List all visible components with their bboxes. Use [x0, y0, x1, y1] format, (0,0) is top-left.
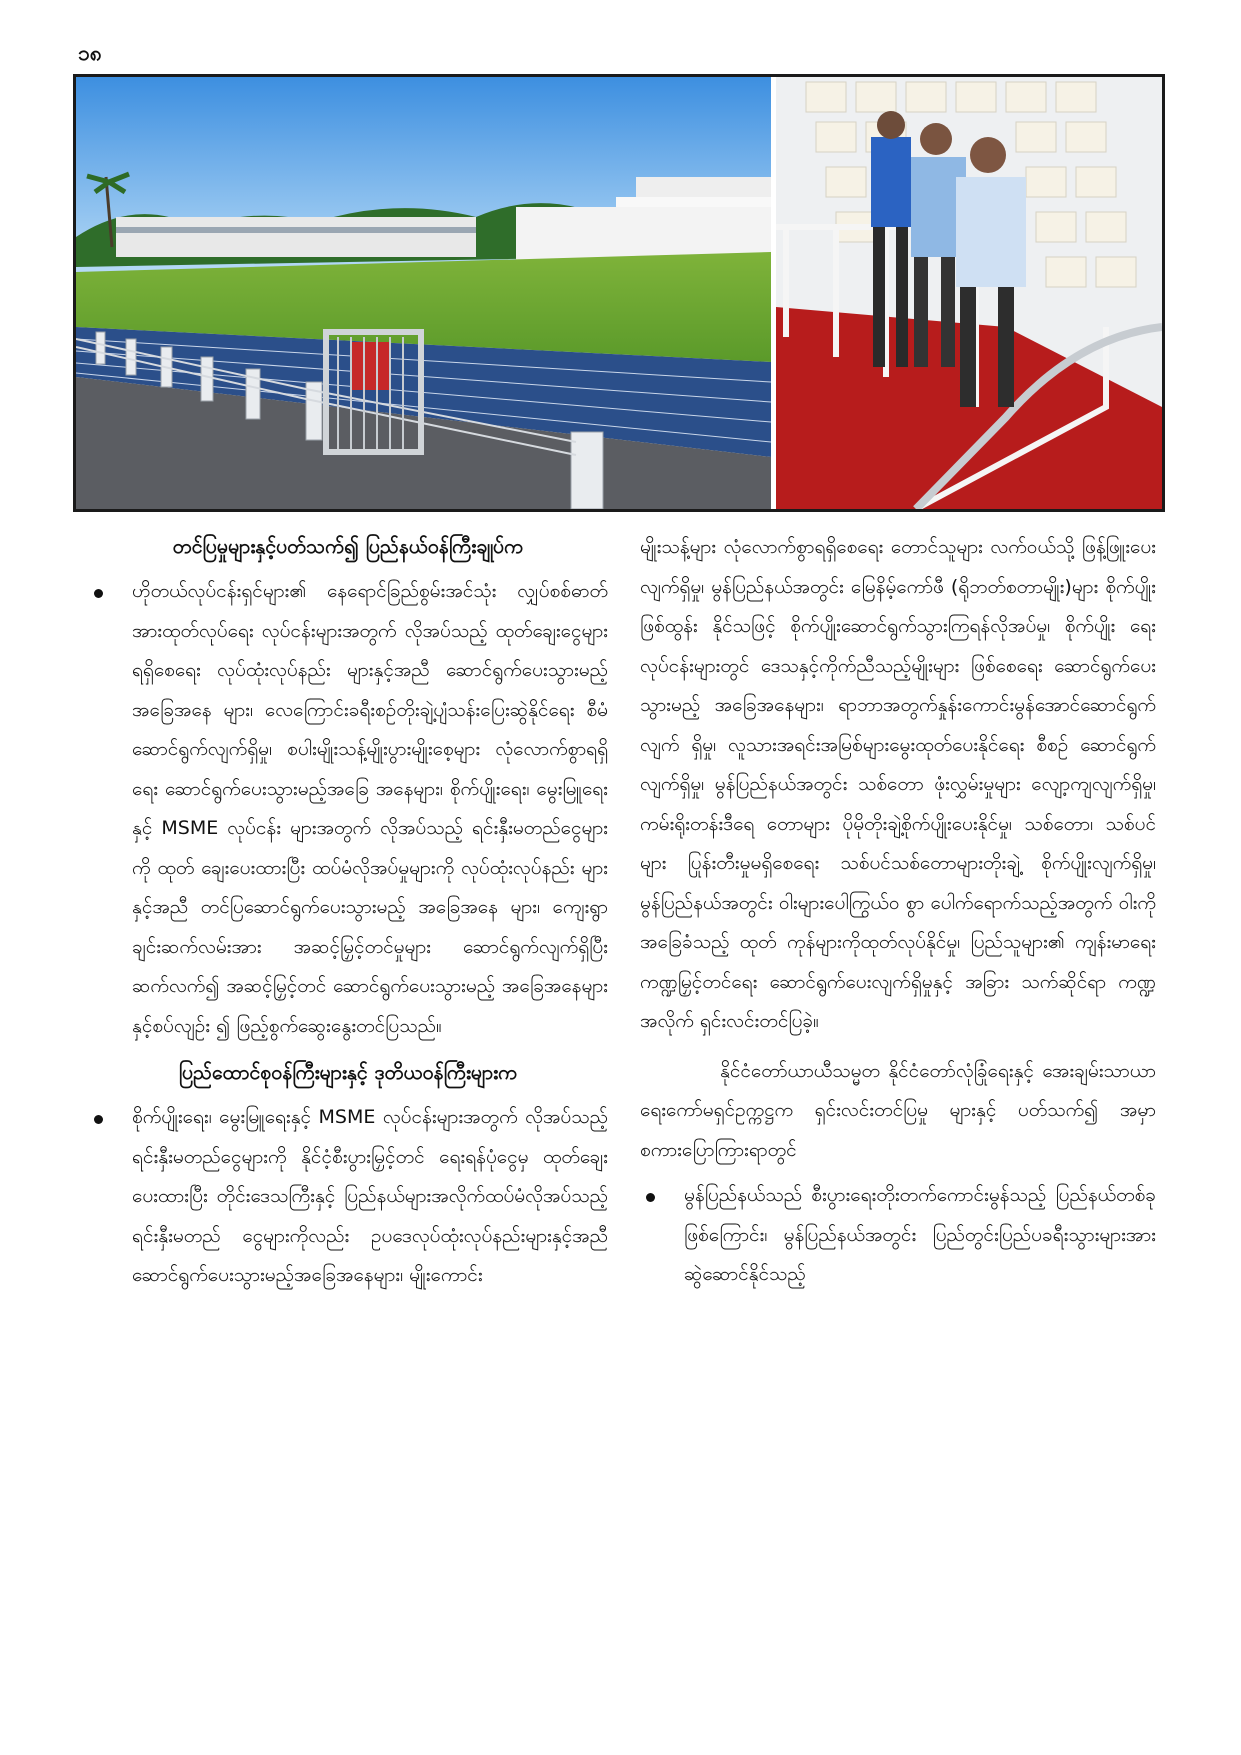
officials-inspecting-stands-photo: [776, 77, 1162, 509]
section-heading-chief-minister: တင်ပြမှုများနှင့်ပတ်သက်၍ ပြည်နယ်ဝန်ကြီးချုပ်က: [172, 535, 524, 558]
stadium-track-photo: [76, 77, 771, 509]
section-heading-union-ministers: ပြည်ထောင်စုဝန်ကြီးများနှင့် ဒုတိယဝန်ကြီးများက: [178, 1061, 518, 1084]
bullet-item: [640, 1176, 1156, 1295]
bullet-text: စိုက်ပျိုးရေး၊ မွေးမြူရေးနှင့် MSME လုပ်ငန်းများအတွက် လိုအပ်သည့် ရင်းနှီးမတည်ငွေများကို နိုင်ငံ့စီးပွားမြှင့်တင် ရေးရန်ပုံငွေမှ ထုတ်ချေးပေးထားပြီး တိုင်းဒေသကြီးနှင့် ပြည်နယ်များအလိုက်ထပ်မံလိုအပ်သည့် ရင်းနှီးမတည် ငွေများကိုလည်း ဥပဒေလုပ်ထုံးလုပ်နည်းများနှင့်အညီ ဆောင်ရွက်ပေးသွားမည့်အခြေအနေများ၊ မျိုးကောင်း: [132, 1106, 608, 1286]
body-paragraph: နိုင်ငံတော်ယာယီသမ္မတ နိုင်ငံတော်လုံခြုံရေးနှင့် အေးချမ်းသာယာရေးကော်မရှင်ဥက္ကဋ္ဌက ရှင်းလင်းတင်ပြမှု များနှင့် ပတ်သက်၍ အမှာစကားပြောကြားရာတွင်: [640, 1059, 1156, 1161]
bullet-item: [88, 572, 608, 1046]
bullet-item: [88, 1098, 608, 1296]
continued-paragraph: မျိုးသန့်များ လုံလောက်စွာရရှိစေရေး တောင်သူများ လက်ဝယ်သို့ ဖြန့်ဖြူးပေးလျက်ရှိမှု၊ မွန်ပြည်နယ်အတွင်း မြေနိမ့်ကော်ဖီ (ရိုဘတ်စတာမျိုး)များ စိုက်ပျိုးဖြစ်ထွန်း နိုင်သဖြင့် စိုက်ပျိုးဆောင်ရွက်သွားကြရန်လိုအပ်မှု၊ စိုက်ပျိုး ရေးလုပ်ငန်းများတွင် ဒေသနှင့်ကိုက်ညီသည့်မျိုးများ ဖြစ်စေရေး ဆောင်ရွက်ပေးသွားမည့် အခြေအနေများ၊ ရာဘာအတွက်နှုန်းကောင်းမွန်အောင်ဆောင်ရွက်လျက် ရှိမှု၊ လူသားအရင်းအမြစ်များမွေးထုတ်ပေးနိုင်ရေး စီစဉ် ဆောင်ရွက်လျက်ရှိမှု၊ မွန်ပြည်နယ်အတွင်း သစ်တော ဖုံးလွှမ်းမှုများ လျော့ကျလျက်ရှိမှု၊ ကမ်းရိုးတန်းဒီရေ တောများ ပိုမိုတိုးချဲ့စိုက်ပျိုးပေးနိုင်မှု၊ သစ်တော၊ သစ်ပင် များ ပြုန်းတီးမှုမရှိစေရေး သစ်ပင်သစ်တောများတိုးချဲ့ စိုက်ပျိုးလျက်ရှိမှု၊ မွန်ပြည်နယ်အတွင်း ဝါးများပေါကြွယ်ဝ စွာ ပေါက်ရောက်သည့်အတွက် ဝါးကိုအခြေခံသည့် ထုတ် ကုန်များကိုထုတ်လုပ်နိုင်မှု၊ ပြည်သူများ၏ ကျန်းမာရေး ကဏ္ဍမြှင့်တင်ရေး ဆောင်ရွက်ပေးလျက်ရှိမှုနှင့် အခြား သက်ဆိုင်ရာ ကဏ္ဍအလိုက် ရှင်းလင်းတင်ပြခဲ့။: [640, 536, 1156, 1032]
bullet-icon: [94, 1115, 103, 1124]
bullet-text: မွန်ပြည်နယ်သည် စီးပွားရေးတိုးတက်ကောင်းမွန်သည့် ပြည်နယ်တစ်ခုဖြစ်ကြောင်း၊ မွန်ပြည်နယ်အတွင်း ပြည်တွင်းပြည်ပခရီးသွားများအား ဆွဲဆောင်နိုင်သည့်: [684, 1184, 1156, 1285]
bullet-icon: [646, 1193, 655, 1202]
bullet-icon: [94, 589, 103, 598]
page-number: ၁၈: [78, 41, 102, 65]
right-text-column: [640, 528, 1156, 1295]
bullet-text: ဟိုတယ်လုပ်ငန်းရှင်များ၏ နေရောင်ခြည်စွမ်းအင်သုံး လျှပ်စစ်ဓာတ်အားထုတ်လုပ်ရေး လုပ်ငန်းများအတွက် လိုအပ်သည့် ထုတ်ချေးငွေများရရှိစေရေး လုပ်ထုံးလုပ်နည်း များနှင့်အညီ ဆောင်ရွက်ပေးသွားမည့် အခြေအနေ များ၊ လေကြောင်းခရီးစဉ်တိုးချဲ့ပျံသန်းပြေးဆွဲနိုင်ရေး စီမံဆောင်ရွက်လျက်ရှိမှု၊ စပါးမျိုးသန့်မျိုးပွားမျိုးစေ့များ လုံလောက်စွာရရှိရေး ဆောင်ရွက်ပေးသွားမည့်အခြေ အနေများ၊ စိုက်ပျိုးရေး၊ မွေးမြူရေးနှင့် MSME လုပ်ငန်း များအတွက် လိုအပ်သည့် ရင်းနှီးမတည်ငွေများကို ထုတ် ချေးပေးထားပြီး ထပ်မံလိုအပ်မှုများကို လုပ်ထုံးလုပ်နည်း များနှင့်အညီ တင်ပြဆောင်ရွက်ပေးသွားမည့် အခြေအနေ များ၊ ကျေးရွာချင်းဆက်လမ်းအား အဆင့်မြှင့်တင်မှုများ ဆောင်ရွက်လျက်ရှိပြီး ဆက်လက်၍ အဆင့်မြှင့်တင် ဆောင်ရွက်ပေးသွားမည့် အခြေအနေများနှင့်စပ်လျဉ်း ၍ ဖြည့်စွက်ဆွေးနွေးတင်ပြသည်။: [132, 580, 608, 1037]
photo-collage: [73, 74, 1165, 512]
left-text-column: [88, 528, 608, 1296]
